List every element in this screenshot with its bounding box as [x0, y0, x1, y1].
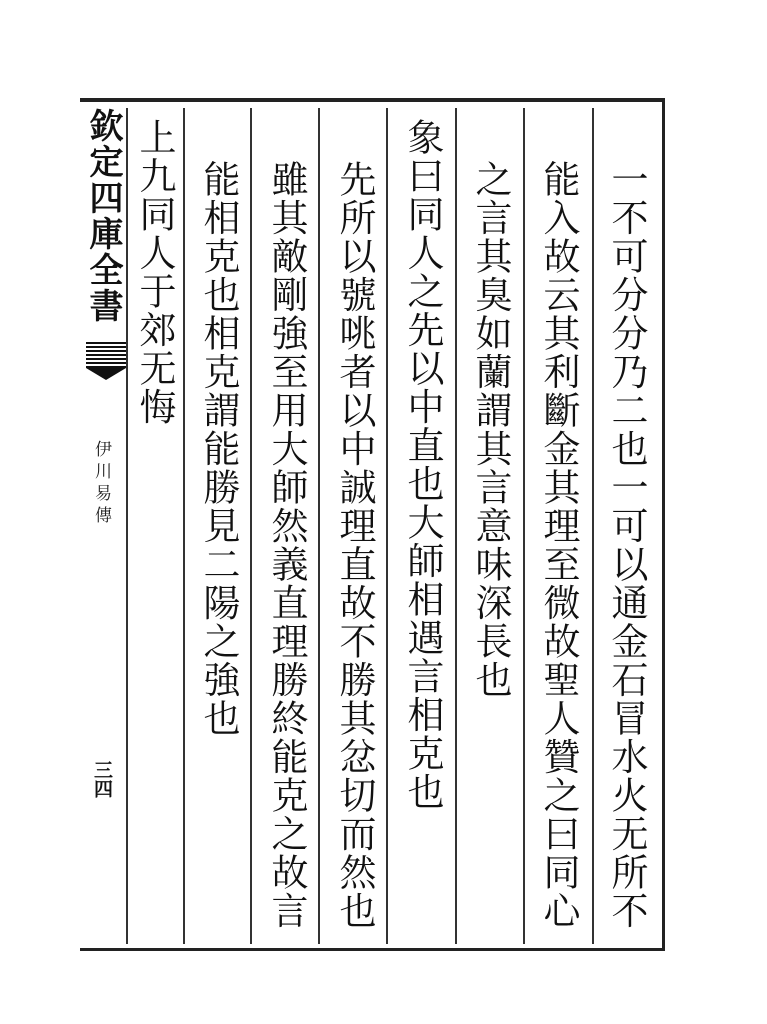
text-column-6: 雖其敵剛強至用大師然義直理勝終能克之故言: [265, 160, 308, 930]
column-divider: [523, 108, 525, 944]
text-column-5: 先所以號咷者以中誠理直故不勝其忿切而然也: [333, 160, 376, 930]
page-number: 三四: [91, 760, 113, 798]
column-divider: [386, 108, 388, 944]
book-title: 欽定四庫全書: [83, 108, 123, 324]
text-column-2: 能入故云其利斷金其理至微故聖人贊之曰同心: [537, 160, 580, 930]
column-divider: [126, 108, 128, 944]
text-column-7: 能相克也相克謂能勝見二陽之強也: [197, 160, 240, 738]
column-divider: [318, 108, 320, 944]
text-column-1: 一不可分分乃二也一可以通金石冒水火无所不: [605, 160, 648, 930]
frame-right-rule: [662, 102, 665, 948]
column-divider: [592, 108, 594, 944]
text-column-4: 象曰同人之先以中直也大師相遇言相克也: [401, 118, 444, 811]
fish-tail-point: [86, 368, 126, 380]
text-column-3: 之言其臭如蘭謂其言意味深長也: [469, 160, 512, 699]
column-divider: [250, 108, 252, 944]
column-divider: [183, 108, 185, 944]
fish-tail-ornament: [86, 342, 126, 368]
text-column-8: 上九同人于郊无悔: [133, 118, 176, 426]
column-divider: [455, 108, 457, 944]
section-title: 伊川易傳: [91, 440, 111, 528]
